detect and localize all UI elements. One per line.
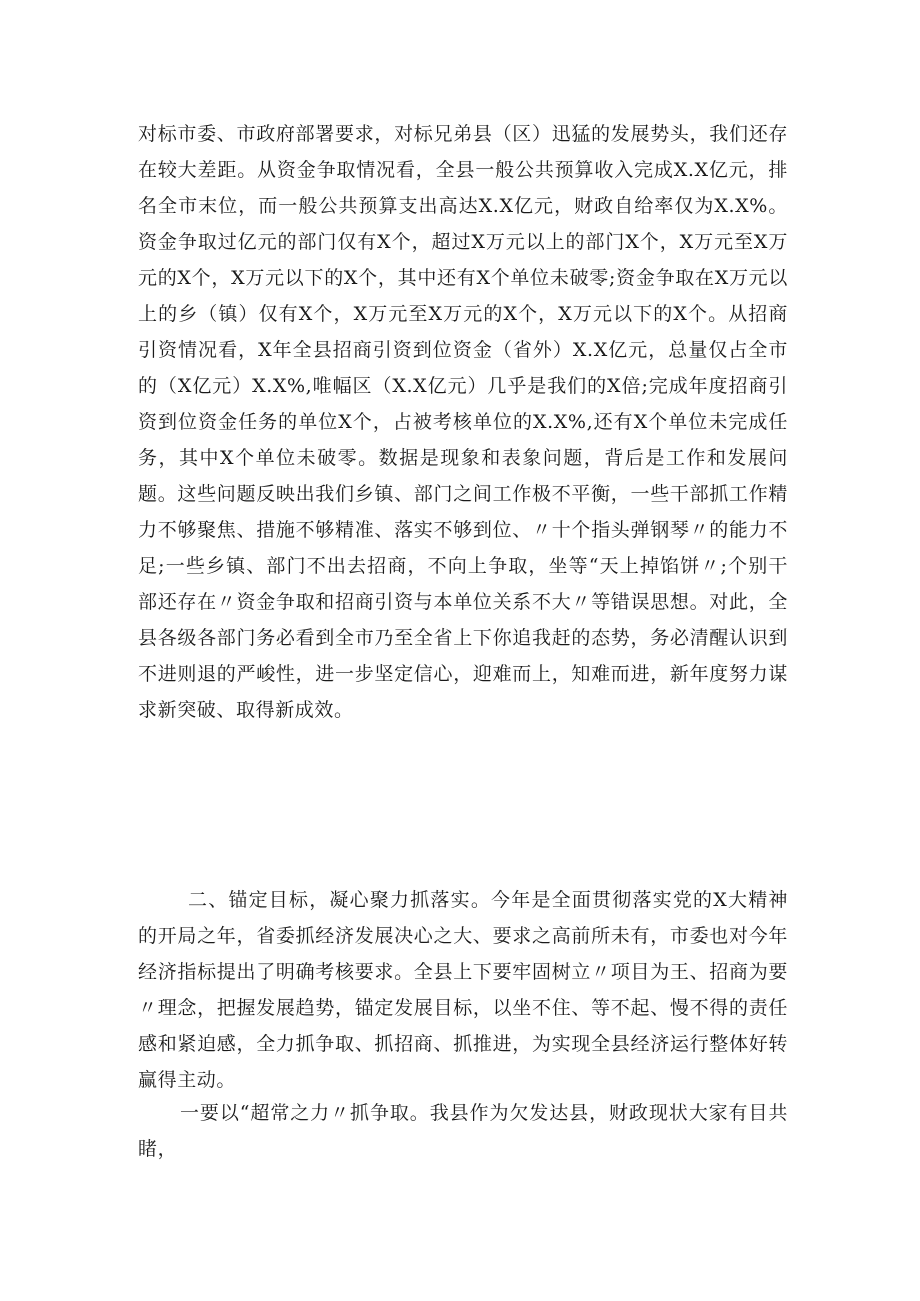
body-paragraph-funding: 一要以“超常之力〃抓争取。我县作为欠发达县，财政现状大家有目共睹，: [138, 1102, 788, 1160]
body-paragraph-gap-analysis: 对标市委、市政府部署要求，对标兄弟县（区）迅猛的发展势头，我们还存在较大差距。从资金争取情况看，全县一般公共预算收入完成X.X亿元，排名全市末位，而一般公共预算支出高达X.X亿元，财政自给率仅为X.X%。资金争取过亿元的部门仅有X个，超过X万元以上的部门X个，X万元至X万元的X个，X万元以下的X个，其中还有X个单位未破零;资金争取在X万元以上的乡（镇）仅有X个，X万元至X万元的X个，X万元以下的X个。从招商引资情况看，X年全县招商引资到位资金（省外）X.X亿元，总量仅占全市的（X亿元）X.X%,唯幅区（X.X亿元）几乎是我们的X倍;完成年度招商引资到位资金任务的单位X个，占被考核单位的X.X%,还有X个单位未完成任务，其中X个单位未破零。数据是现象和表象问题，背后是工作和发展问题。这些问题反映出我们乡镇、部门之间工作极不平衡，一些干部抓工作精力不够聚焦、措施不够精准、落实不够到位、〃十个指头弹钢琴〃的能力不足;一些乡镇、部门不出去招商，不向上争取，坐等“天上掉馅饼〃;个别干部还存在〃资金争取和招商引资与本单位关系不大〃等错误思想。对此，全县各级各部门务必看到全市乃至全省上下你追我赶的态势，务必清醒认识到不进则退的严峻性，进一步坚定信心，迎难而上，知难而进，新年度努力谋求新突破、取得新成效。: [138, 123, 788, 721]
section-heading-paragraph-targets: 二、锚定目标，凝心聚力抓落实。今年是全面贯彻落实党的X大精神的开局之年，省委抓经济发展决心之大、要求之高前所未有，市委也对今年经济指标提出了明确考核要求。全县上下要牢固树立〃项目为王、招商为要〃理念，把握发展趋势，锚定发展目标，以坐不住、等不起、慢不得的责任感和紧迫感，全力抓争取、抓招商、抓推进，为实现全县经济运行整体好转赢得主动。: [138, 889, 788, 1091]
